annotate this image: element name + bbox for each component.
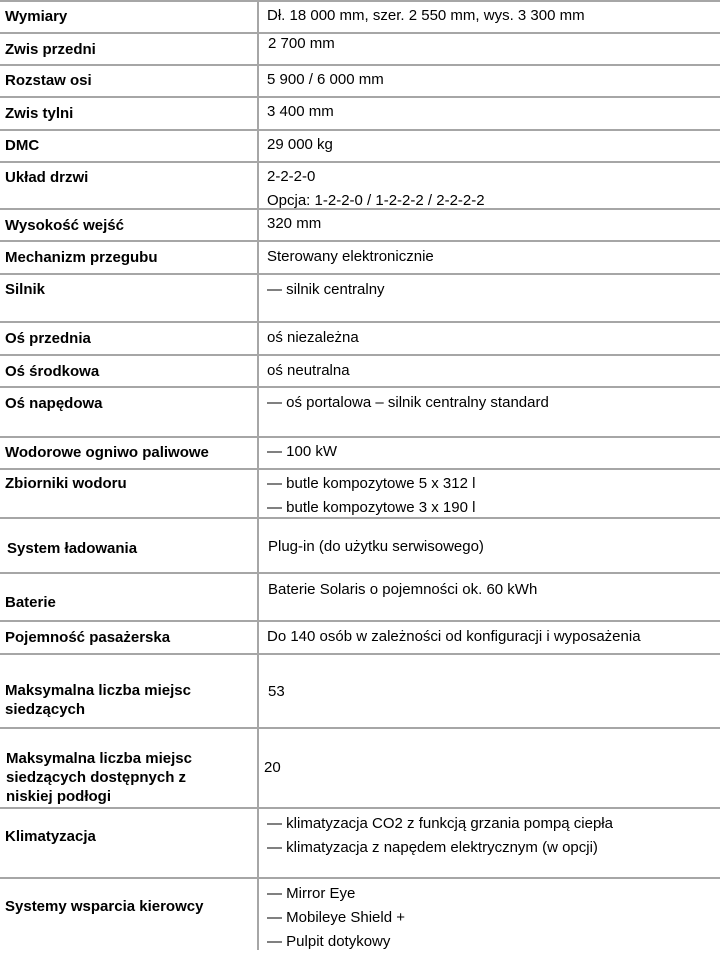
- row-label: Baterie: [5, 594, 56, 611]
- row-label: Wymiary: [5, 8, 68, 25]
- row-value: [267, 68, 717, 92]
- value-line: — Pulpit dotykowy: [267, 933, 391, 950]
- row-label: System ładowania: [7, 540, 138, 557]
- row-label: Wysokość wejść: [5, 217, 124, 234]
- row-value: [268, 680, 718, 704]
- value-line: — Mirror Eye: [267, 885, 356, 902]
- table-row: [0, 727, 720, 807]
- row-label: Wodorowe ogniwo paliwowe: [5, 444, 209, 461]
- value-line: oś neutralna: [267, 362, 350, 379]
- table-row: [0, 129, 720, 161]
- value-line: Dł. 18 000 mm, szer. 2 550 mm, wys. 3 300 mm: [267, 7, 585, 24]
- table-row: [0, 240, 720, 273]
- row-value: [267, 359, 717, 383]
- value-line: oś niezależna: [267, 329, 359, 346]
- row-label: Klimatyzacja: [5, 828, 96, 845]
- row-value: [267, 245, 717, 269]
- table-row: [0, 354, 720, 386]
- row-value: [268, 535, 718, 559]
- table-row: [0, 620, 720, 653]
- table-row: [0, 161, 720, 208]
- table-row: [0, 273, 720, 321]
- row-value: [267, 625, 717, 649]
- value-line: — klimatyzacja z napędem elektrycznym (w opcji): [267, 839, 598, 856]
- value-line: 20: [264, 759, 281, 776]
- value-line: Baterie Solaris o pojemności ok. 60 kWh: [268, 581, 538, 598]
- row-value: [267, 278, 717, 302]
- value-line: 320 mm: [267, 215, 322, 232]
- row-value: [264, 756, 714, 780]
- row-value: [267, 440, 717, 464]
- value-line: 2-2-2-0: [267, 168, 316, 185]
- table-row: [0, 96, 720, 129]
- value-line: — klimatyzacja CO2 z funkcją grzania pompą ciepła: [267, 815, 613, 832]
- value-line: — 100 kW: [267, 443, 338, 460]
- value-line: 2 700 mm: [268, 35, 335, 52]
- row-label: Oś przednia: [5, 330, 91, 347]
- value-line: — oś portalowa – silnik centralny standard: [267, 394, 549, 411]
- row-label: Pojemność pasażerska: [5, 629, 171, 646]
- row-value: [267, 472, 717, 520]
- row-label: Oś napędowa: [5, 395, 103, 412]
- row-label: Mechanizm przegubu: [5, 249, 158, 266]
- value-line: 53: [268, 683, 285, 700]
- row-value: [267, 812, 717, 860]
- row-value: [268, 32, 718, 56]
- table-row: [0, 321, 720, 354]
- table-row: [0, 807, 720, 877]
- value-line: — butle kompozytowe 5 x 312 l: [267, 475, 476, 492]
- row-label: Maksymalna liczba miejsc siedzących dostępnych z niskiej podłogi: [6, 750, 192, 805]
- table-row: [0, 572, 720, 620]
- row-value: [267, 212, 717, 236]
- value-line: — butle kompozytowe 3 x 190 l: [267, 499, 476, 516]
- value-line: — Mobileye Shield +: [267, 909, 405, 926]
- row-label: Maksymalna liczba miejsc siedzących: [5, 682, 191, 718]
- table-row: [0, 208, 720, 240]
- row-value: [268, 578, 718, 602]
- table-row: [0, 877, 720, 950]
- row-value: [267, 391, 717, 415]
- value-line: Sterowany elektronicznie: [267, 248, 434, 265]
- row-label: Systemy wsparcia kierowcy: [5, 898, 204, 915]
- value-line: Opcja: 1-2-2-0 / 1-2-2-2 / 2-2-2-2: [267, 192, 485, 209]
- row-label: Zwis tylni: [5, 105, 74, 122]
- table-row: [0, 436, 720, 468]
- row-label: Zbiorniki wodoru: [5, 475, 127, 492]
- row-value: [267, 882, 717, 954]
- row-value: [267, 133, 717, 157]
- row-value: [267, 4, 717, 28]
- table-row: [0, 386, 720, 436]
- value-line: 5 900 / 6 000 mm: [267, 71, 384, 88]
- table-row: [0, 517, 720, 572]
- table-row: [0, 653, 720, 727]
- value-line: Plug-in (do użytku serwisowego): [268, 538, 484, 555]
- table-row: [0, 32, 720, 64]
- row-value: [267, 165, 717, 213]
- table-row: [0, 0, 720, 32]
- row-label: Rozstaw osi: [5, 72, 92, 89]
- table-row: [0, 468, 720, 517]
- row-value: [267, 326, 717, 350]
- row-label: Oś środkowa: [5, 363, 100, 380]
- value-line: Do 140 osób w zależności od konfiguracji i wyposażenia: [267, 628, 641, 645]
- row-label: Układ drzwi: [5, 169, 89, 186]
- value-line: 29 000 kg: [267, 136, 333, 153]
- value-line: 3 400 mm: [267, 103, 334, 120]
- value-line: — silnik centralny: [267, 281, 385, 298]
- row-value: [267, 100, 717, 124]
- row-label: DMC: [5, 137, 40, 154]
- row-label: Silnik: [5, 281, 46, 298]
- table-row: [0, 64, 720, 96]
- row-label: Zwis przedni: [5, 41, 96, 58]
